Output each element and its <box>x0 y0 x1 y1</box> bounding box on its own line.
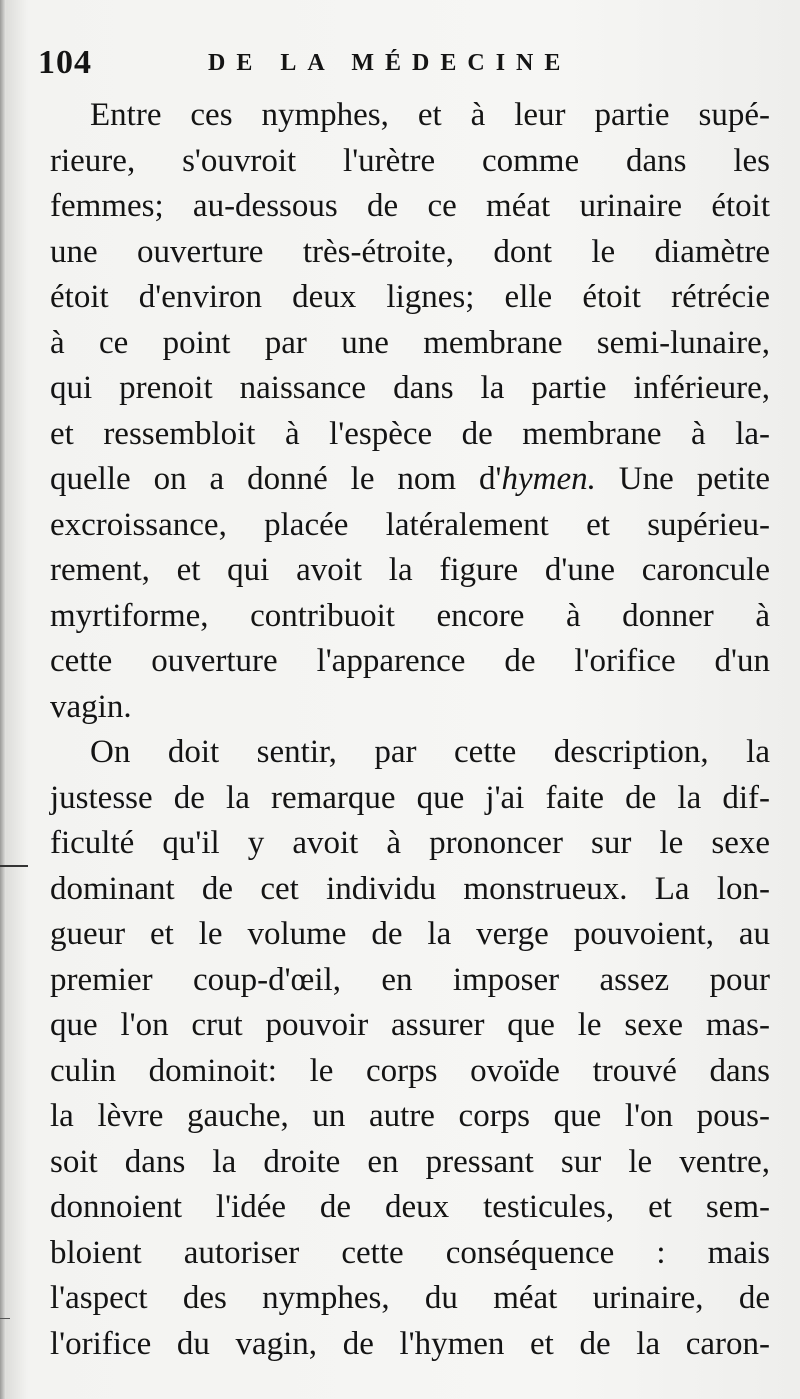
running-title: DE LA MÉDECINE <box>208 50 572 76</box>
text-segment: Une petite <box>595 461 771 497</box>
text-line: premier coup-d'œil, en imposer assez pour <box>50 961 770 998</box>
text-line: et ressembloit à l'espèce de membrane à la- <box>50 415 770 452</box>
page-body <box>50 93 770 1367</box>
text-line: vagin. <box>50 688 132 725</box>
text-segment: quelle on a donné le nom d' <box>50 461 502 497</box>
text-line: étoit d'environ deux lignes; elle étoit rétrécie <box>50 279 770 315</box>
page-edge-shadow <box>0 0 6 1399</box>
text-line: dominant de cet individu monstrueux. La lon- <box>50 870 770 907</box>
text-line: cette ouverture l'apparence de l'orifice d'un <box>50 643 770 679</box>
text-line: bloient autoriser cette conséquence : mais <box>50 1234 770 1271</box>
text-line: excroissance, placée latéralement et supérieu- <box>50 506 770 543</box>
text-line: ficulté qu'il y avoit à prononcer sur le sexe <box>50 825 770 861</box>
text-line: une ouverture très-étroite, dont le diamètre <box>50 233 770 270</box>
text-line: la lèvre gauche, un autre corps que l'on pous- <box>50 1098 770 1134</box>
text-line: culin dominoit: le corps ovoïde trouvé dans <box>50 1052 770 1089</box>
text-line: Entre ces nymphes, et à leur partie supé- <box>90 97 770 133</box>
text-line: que l'on crut pouvoir assurer que le sexe mas- <box>50 1007 770 1043</box>
text-line: gueur et le volume de la verge pouvoient, au <box>50 916 770 952</box>
text-line: qui prenoit naissance dans la partie inférieure, <box>50 370 770 406</box>
margin-mark <box>0 865 28 867</box>
page-header <box>38 44 758 84</box>
page-number: 104 <box>38 44 92 81</box>
text-line: femmes; au-dessous de ce méat urinaire étoit <box>50 188 770 224</box>
text-line: myrtiforme, contribuoit encore à donner à <box>50 597 770 634</box>
text-line: On doit sentir, par cette description, la <box>90 734 770 770</box>
text-line: à ce point par une membrane semi-lunaire, <box>50 324 770 361</box>
text-line-with-italic <box>50 457 770 503</box>
text-line: justesse de la remarque que j'ai faite de la dif- <box>50 779 770 816</box>
text-line: donnoient l'idée de deux testicules, et sem- <box>50 1189 770 1225</box>
text-line: rieure, s'ouvroit l'urètre comme dans les <box>50 142 770 179</box>
text-line: l'aspect des nymphes, du méat urinaire, de <box>50 1280 770 1316</box>
text-line: soit dans la droite en pressant sur le ventre, <box>50 1143 770 1180</box>
margin-tick <box>0 1318 10 1319</box>
italic-word: hymen. <box>501 461 596 497</box>
text-line: l'orifice du vagin, de l'hymen et de la caron- <box>50 1325 770 1362</box>
text-line: rement, et qui avoit la figure d'une caroncule <box>50 552 770 588</box>
